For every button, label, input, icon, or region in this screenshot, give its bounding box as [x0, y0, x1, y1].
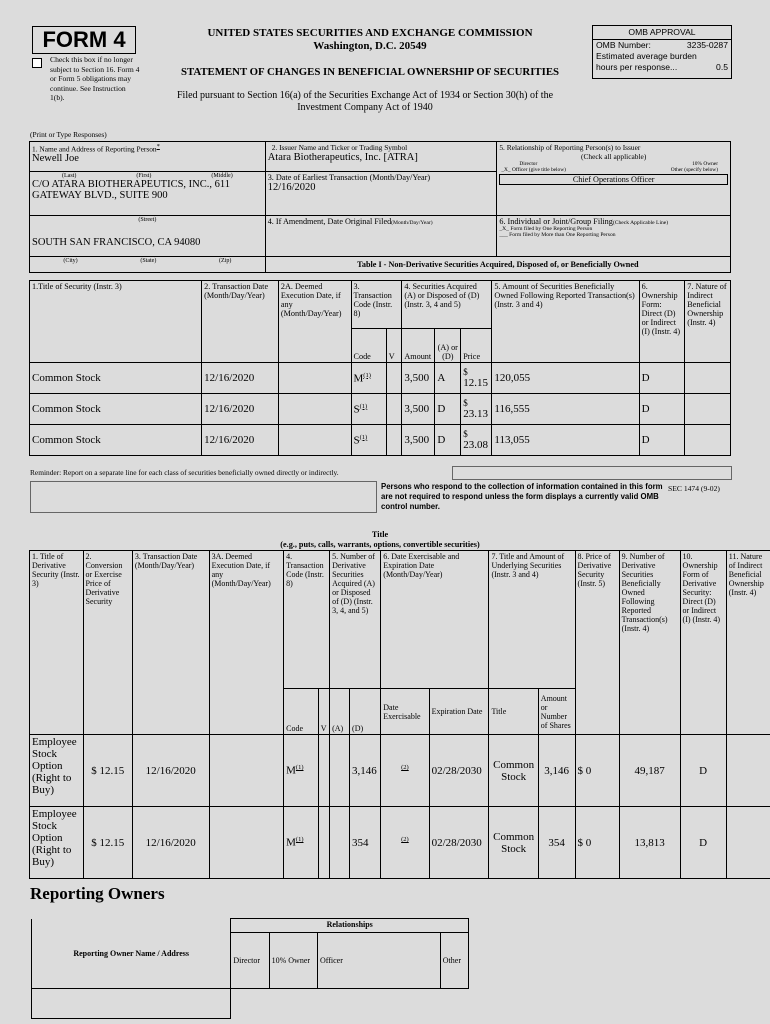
box4-label: 4. If Amendment, Date Original Filed [267, 217, 392, 226]
box1-name [30, 142, 266, 172]
filing-option-1: _X_ Form filed by One Reporting Person [499, 226, 593, 232]
reporting-owners-title: Reporting Owners [30, 884, 165, 903]
t1-h4: 4. Securities Acquired (A) or Disposed of (D) (Instr. 3, 4 and 5) [402, 281, 492, 329]
underlying-amount: 3,146 [538, 735, 575, 807]
box4-label-small: (Month/Day/Year) [391, 220, 433, 226]
city-label: (City) [63, 258, 78, 264]
director-option: Director [519, 161, 538, 167]
t1-h3: 3. Transaction Code (Instr. 8) [351, 281, 402, 329]
ro-officer: Officer [317, 933, 440, 989]
box6-filing [497, 216, 731, 257]
transaction-code [351, 394, 386, 425]
code-value: S [353, 403, 360, 416]
t1-h1: 1.Title of Security (Instr. 3) [30, 281, 202, 363]
persons-notice: Persons who respond to the collection of information contained in this form are not required to respond unless the form displays a currently valid OMB control number. [381, 482, 663, 511]
table-row [30, 363, 731, 394]
ownership-form: D [639, 394, 685, 425]
transaction-code [284, 735, 319, 807]
code-value: S [353, 434, 360, 447]
t1-h6: 6. Ownership Form: Direct (D) or Indirect (I) (Instr. 4) [639, 281, 685, 363]
price-symbol: $ [463, 367, 468, 377]
issuer-name: Atara Biotherapeutics, Inc. [ATRA] [267, 152, 418, 163]
underlying-title: Common Stock [489, 735, 538, 807]
t2-h3a: 3A. Deemed Execution Date, if any (Month/Day/Year) [209, 551, 284, 735]
box5-sub: (Check all applicable) [581, 152, 647, 161]
table1-title: Table I - Non-Derivative Securities Acquired, Disposed of, or Beneficially Owned [265, 257, 730, 273]
transaction-date: 12/16/2020 [132, 807, 209, 879]
t1-h5: 5. Amount of Securities Beneficially Owned Following Reported Transaction(s) (Instr. 3 and 4) [492, 281, 639, 363]
omb-title: OMB APPROVAL [593, 26, 731, 40]
derivative-title: Employee Stock Option (Right to Buy) [30, 735, 84, 807]
nature-indirect [685, 363, 731, 394]
reporting-owners-table [31, 918, 469, 1019]
transaction-date: 12/16/2020 [202, 425, 279, 456]
table-row [30, 425, 731, 456]
price-value: 23.08 [463, 439, 488, 451]
print-type-note: (Print or Type Responses) [30, 130, 107, 139]
t1-v: V [386, 329, 402, 363]
earliest-date: 12/16/2020 [267, 182, 316, 193]
disposed-amount: 354 [350, 807, 381, 879]
price-value: 12.15 [463, 377, 488, 389]
box6-label-small: (Check Applicable Line) [612, 220, 669, 226]
omb-number-value: 3235-0287 [686, 40, 728, 50]
table-derivative [29, 550, 770, 879]
table-row [30, 807, 770, 879]
ro-other: Other [440, 933, 468, 989]
officer-option [501, 167, 566, 173]
ro-director: Director [231, 933, 269, 989]
amount: 3,500 [402, 425, 435, 456]
no-longer-subject-checkbox[interactable] [32, 58, 42, 68]
box5-label: 5. Relationship of Reporting Person(s) to Issuer [499, 143, 641, 152]
reminder-note: Reminder: Report on a separate line for each class of securities beneficially owned directly or indirectly. [30, 468, 339, 477]
transaction-date: 12/16/2020 [202, 363, 279, 394]
t2-h8: 8. Price of Derivative Security (Instr. 5) [575, 551, 619, 735]
t2-d: (D) [350, 689, 381, 735]
t1-h2: 2. Transaction Date (Month/Day/Year) [202, 281, 279, 363]
ownership-form: D [680, 735, 726, 807]
box2-issuer [265, 142, 497, 172]
form-title: FORM 4 [32, 26, 136, 54]
price-cell [461, 363, 492, 394]
t2-h3: 3. Transaction Date (Month/Day/Year) [132, 551, 209, 735]
t2-h7: 7. Title and Amount of Underlying Securities (Instr. 3 and 4) [489, 551, 575, 689]
t1-h2a: 2A. Deemed Execution Date, if any (Month/Day/Year) [278, 281, 351, 363]
underlying-title: Common Stock [489, 807, 538, 879]
owned-following: 120,055 [492, 363, 639, 394]
middle-label: (Middle) [211, 173, 233, 179]
derivative-price: $ 0 [575, 807, 619, 879]
box3-label: 3. Date of Earliest Transaction (Month/Day/Year) [267, 173, 431, 182]
statement-title: STATEMENT OF CHANGES IN BENEFICIAL OWNERSHIP OF SECURITIES [180, 66, 560, 78]
table-row [30, 735, 770, 807]
t2-h9: 9. Number of Derivative Securities Beneficially Owned Following Reported Transaction(s) (Instr. 4) [619, 551, 680, 735]
t2-h6: 6. Date Exercisable and Expiration Date (Month/Day/Year) [381, 551, 489, 689]
code-value: M [353, 372, 364, 385]
underlying-amount: 354 [538, 807, 575, 879]
t2-code: Code [284, 689, 319, 735]
acquired-cell [330, 735, 350, 807]
owned-following: 116,555 [492, 394, 639, 425]
deemed-date [209, 735, 284, 807]
transaction-date: 12/16/2020 [202, 394, 279, 425]
t2-title: Title [489, 689, 538, 735]
v-cell [386, 363, 402, 394]
deemed-date [209, 807, 284, 879]
table-non-derivative [29, 280, 731, 456]
footnote-link[interactable]: (2) [401, 764, 409, 772]
conversion-price: $ 12.15 [83, 807, 132, 879]
street-label: (Street) [138, 217, 157, 223]
v-cell [318, 807, 329, 879]
nature-indirect [685, 394, 731, 425]
ownership-form: D [639, 363, 685, 394]
filing-option-2: ___ Form filed by More than One Reporting Person [499, 232, 616, 238]
officer-title: Chief Operations Officer [499, 174, 728, 185]
checkbox-label: Check this box if no longer subject to Section 16. Form 4 or Form 5 obligations may continue. See Instruction 1(b). [50, 55, 140, 102]
footnote-link[interactable]: (1) [359, 433, 368, 441]
omb-hours-label: hours per response... [596, 62, 678, 72]
footnote-link[interactable]: (1) [295, 764, 304, 772]
t2-v: V [318, 689, 329, 735]
owned-following: 49,187 [619, 735, 680, 807]
a-or-d: D [435, 394, 461, 425]
zip-label: (Zip) [219, 258, 232, 264]
derivative-title: Employee Stock Option (Right to Buy) [30, 807, 84, 879]
reporting-person-name: Newell Joe [32, 153, 79, 165]
box6-label: 6. Individual or Joint/Group Filing [499, 217, 613, 226]
security-title: Common Stock [30, 363, 202, 394]
deemed-date [278, 425, 351, 456]
ten-pct-option: 10% Owner [692, 161, 718, 167]
omb-hours-value: 0.5 [716, 62, 728, 72]
t2-h11: 11. Nature of Indirect Beneficial Ownership (Instr. 4) [726, 551, 770, 735]
filed-line1: Filed pursuant to Section 16(a) of the Securities Exchange Act of 1934 or Section 30(h) of the [176, 90, 554, 101]
t2-exp: Expiration Date [429, 689, 489, 735]
price-symbol: $ [463, 429, 468, 439]
v-cell [386, 394, 402, 425]
box1-label: 1. Name and Address of Reporting Person [32, 144, 157, 154]
first-label: (First) [136, 173, 152, 179]
ownership-form: D [639, 425, 685, 456]
ro-ten-pct: 10% Owner [269, 933, 317, 989]
filed-line2: Investment Company Act of 1940 [297, 102, 433, 113]
box4-amendment [265, 216, 497, 257]
other-option: Other (specify below) [670, 167, 718, 173]
table2-title [160, 530, 600, 550]
table-row [30, 394, 731, 425]
address-line1: C/O ATARA BIOTHERAPEUTICS, INC., 611 [32, 179, 230, 190]
transaction-code [284, 807, 319, 879]
omb-number-label: OMB Number: [596, 40, 651, 50]
box3-date [265, 172, 497, 216]
filed-pursuant [140, 90, 590, 114]
reporting-info-grid [29, 141, 731, 273]
footnote-link[interactable]: (1) [295, 836, 304, 844]
t2-h1: 1. Title of Derivative Security (Instr. 3) [30, 551, 84, 735]
city-state-zip: SOUTH SAN FRANCISCO, CA 94080 [32, 237, 201, 248]
v-cell [318, 735, 329, 807]
address-line2: GATEWAY BLVD., SUITE 900 [32, 190, 168, 201]
ro-relationships: Relationships [231, 919, 469, 933]
box1-address [30, 172, 266, 216]
transaction-code [351, 363, 386, 394]
omb-burden-label: Estimated average burden [596, 51, 697, 61]
transaction-date: 12/16/2020 [132, 735, 209, 807]
gray-box [452, 466, 732, 480]
t2-h2: 2. Conversion or Exercise Price of Derivative Security [83, 551, 132, 735]
transaction-code [351, 425, 386, 456]
table2-title-line: Title [371, 530, 389, 539]
nature-indirect [685, 425, 731, 456]
conversion-price: $ 12.15 [83, 735, 132, 807]
footnote-link[interactable]: (1) [359, 402, 368, 410]
box1-footnote-link[interactable]: * [156, 143, 160, 150]
t1-amount: Amount [402, 329, 435, 363]
t1-aord: (A) or (D) [435, 329, 461, 363]
a-or-d: A [435, 363, 461, 394]
code-value: M [286, 764, 296, 777]
owned-following: 13,813 [619, 807, 680, 879]
deemed-date [278, 394, 351, 425]
box1-city-labels [30, 257, 266, 273]
table2-subtitle: (e.g., puts, calls, warrants, options, convertible securities) [280, 540, 480, 549]
t2-amount: Amount or Number of Shares [538, 689, 575, 735]
price-cell [461, 394, 492, 425]
box1-city [30, 216, 266, 257]
last-label: (Last) [62, 173, 77, 179]
price-symbol: $ [463, 398, 468, 408]
t1-price: Price [461, 329, 492, 363]
a-or-d: D [435, 425, 461, 456]
box5-relationship [497, 142, 731, 216]
agency-line2: Washington, D.C. 20549 [313, 40, 427, 52]
agency-line1: UNITED STATES SECURITIES AND EXCHANGE COMMISSION [207, 27, 533, 39]
amount: 3,500 [402, 363, 435, 394]
ownership-form: D [680, 807, 726, 879]
t2-h5: 5. Number of Derivative Securities Acquired (A) or Disposed of (D) (Instr. 3, 4, and 5) [330, 551, 381, 689]
footnote-link[interactable]: (2) [401, 836, 409, 844]
price-value: 23.13 [463, 408, 488, 420]
footnote-link[interactable]: (1) [363, 371, 371, 379]
deemed-date [278, 363, 351, 394]
ro-name-address: Reporting Owner Name / Address [32, 919, 231, 989]
nature-indirect [726, 807, 770, 879]
gray-box [30, 481, 377, 513]
t2-h4: 4. Transaction Code (Instr. 8) [284, 551, 330, 689]
v-cell [386, 425, 402, 456]
state-label: (State) [140, 258, 157, 264]
amount: 3,500 [402, 394, 435, 425]
ro-owner-cell [32, 989, 231, 1019]
officer-mark: _X_ [501, 167, 511, 173]
price-cell [461, 425, 492, 456]
disposed-amount: 3,146 [350, 735, 381, 807]
t2-date-ex: Date Exercisable [381, 689, 429, 735]
agency-heading [180, 27, 560, 53]
t1-code: Code [351, 329, 386, 363]
expiration-date: 02/28/2030 [429, 807, 489, 879]
t1-h7: 7. Nature of Indirect Beneficial Ownership (Instr. 4) [685, 281, 731, 363]
code-value: M [286, 836, 296, 849]
officer-option-label: Officer (give title below) [512, 167, 566, 173]
nature-indirect [726, 735, 770, 807]
expiration-date: 02/28/2030 [429, 735, 489, 807]
security-title: Common Stock [30, 394, 202, 425]
derivative-price: $ 0 [575, 735, 619, 807]
box2-label: 2. Issuer Name and Ticker or Trading Symbol [271, 143, 408, 152]
acquired-cell [330, 807, 350, 879]
t2-a: (A) [330, 689, 350, 735]
owned-following: 113,055 [492, 425, 639, 456]
sec-code: SEC 1474 (9-02) [668, 484, 720, 493]
omb-approval-box [592, 25, 732, 79]
security-title: Common Stock [30, 425, 202, 456]
t2-h10: 10. Ownership Form of Derivative Security: Direct (D) or Indirect (I) (Instr. 4) [680, 551, 726, 735]
